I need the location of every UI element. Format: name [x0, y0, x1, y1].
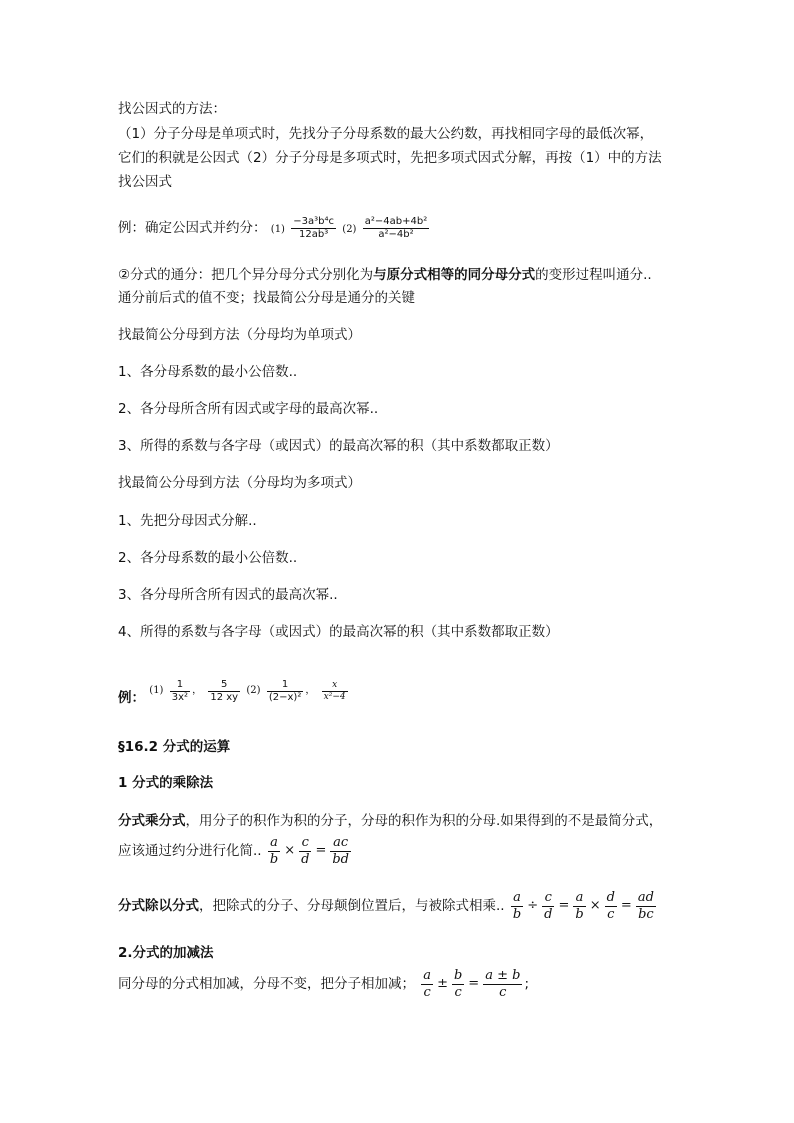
fraction-4: $\frac{5}{12 xy}$ — [210, 678, 239, 703]
fraction-1: $\frac{\text{−3a³b⁴c}}{\text{12ab³}}$ — [293, 215, 334, 240]
monomial-step-2: 2、各分母所含所有因式或字母的最高次幂.. — [118, 401, 379, 417]
div-fraction-a-b-2: $\frac{a}{b}$ — [575, 889, 584, 922]
mul-fraction-c-d: $\frac{c}{d}$ — [301, 834, 310, 867]
common-denominator-definition: ②分式的通分：把几个异分母分式分别化为与原分式相等的同分母分式的变形过程叫通分.. — [118, 267, 652, 283]
fraction-5: $\frac{1}{\text{(2−x)²}}$ — [268, 678, 302, 703]
example-1: 例：确定公因式并约分： (1) $\frac{\text{−3a³b⁴c}}{\text{12ab³}}$ (2) $\frac{\text{a²−4ab+4b²}}{\text{a²−4b²}}$ — [118, 215, 428, 240]
mul-div-title: 1 分式的乘除法 — [118, 775, 214, 791]
method-title: 找公因式的方法： — [118, 101, 226, 117]
mul-fraction-ac-bd: $\frac{ac}{bd}$ — [332, 834, 350, 867]
polynomial-step-1: 1、先把分母因式分解.. — [118, 513, 257, 529]
monomial-step-3: 3、所得的系数与各字母（或因式）的最高次幂的积（其中系数都取正数） — [118, 438, 559, 454]
fraction-6: $\frac{x}{\text{x²−4}}$ — [323, 679, 346, 702]
example-2: 例： (1) $\frac{1}{\text{3x²}}$ ， $\frac{5}{12 xy}$ (2) $\frac{1}{\text{(2−x)²}}$ ， $\frac{x}{\text{x²−4}}$ — [118, 664, 350, 718]
polynomial-step-4: 4、所得的系数与各字母（或因式）的最高次幂的积（其中系数都取正数） — [118, 624, 559, 640]
example-2-label: 例： — [118, 690, 145, 706]
mul-rule-line-2: 应该通过约分进行化简.. $\frac{a}{b}$ × $\frac{c}{d}$ = $\frac{ac}{bd}$ — [118, 834, 350, 867]
div-fraction-ad-bc: $\frac{ad}{bc}$ — [637, 889, 654, 922]
polynomial-step-3: 3、各分母所含所有因式的最高次幂.. — [118, 587, 338, 603]
monomial-step-1: 1、各分母系数的最小公倍数.. — [118, 364, 298, 380]
polynomial-step-2: 2、各分母系数的最小公倍数.. — [118, 550, 298, 566]
add-sub-title: 2.分式的加减法 — [118, 945, 214, 961]
section-title: §16.2 分式的运算 — [118, 739, 231, 755]
mul-fraction-a-b: $\frac{a}{b}$ — [269, 834, 279, 867]
common-denominator-key: 通分前后式的值不变；找最简公分母是通分的关键 — [118, 290, 415, 306]
monomial-title: 找最简公分母到方法（分母均为单项式） — [118, 327, 361, 343]
method-line-2: 它们的积就是公因式（2）分子分母是多项式时，先把多项式因式分解，再按（1）中的方法 — [118, 150, 662, 166]
polynomial-title: 找最简公分母到方法（分母均为多项式） — [118, 475, 361, 491]
mul-rule-line-1: 分式乘分式，用分子的积作为积的分子，分母的积作为积的分母.如果得到的不是最简分式， — [118, 813, 663, 829]
div-fraction-c-d: $\frac{c}{d}$ — [544, 889, 553, 922]
div-rule: 分式除以分式，把除式的分子、分母颠倒位置后，与被除式相乘.. $\frac{a}{b}$ ÷ $\frac{c}{d}$ = $\frac{a}{b}$ × $\frac{d}{c}$ = $\frac{ad}{bc}$ — [118, 889, 654, 922]
fraction-2: $\frac{\text{a²−4ab+4b²}}{\text{a²−4b²}}$ — [364, 215, 428, 240]
fraction-3: $\frac{1}{\text{3x²}}$ — [171, 678, 189, 703]
add-rule: 同分母的分式相加减，分母不变，把分子相加减； $\frac{a}{c}$ ± $\frac{b}{c}$ = $\frac{a \pm b}{c}$ ; — [118, 967, 529, 1000]
example-1-label: 例：确定公因式并约分： — [118, 220, 267, 236]
div-fraction-a-b: $\frac{a}{b}$ — [512, 889, 522, 922]
add-fraction-result: $\frac{a \pm b}{c}$ — [485, 967, 521, 1000]
method-line-1: （1）分子分母是单项式时，先找分子分母系数的最大公约数，再找相同字母的最低次幂， — [118, 126, 654, 142]
add-fraction-b-c: $\frac{b}{c}$ — [453, 967, 463, 1000]
add-fraction-a-c: $\frac{a}{c}$ — [423, 967, 432, 1000]
method-line-3: 找公因式 — [118, 174, 172, 190]
div-fraction-d-c: $\frac{d}{c}$ — [606, 889, 615, 922]
